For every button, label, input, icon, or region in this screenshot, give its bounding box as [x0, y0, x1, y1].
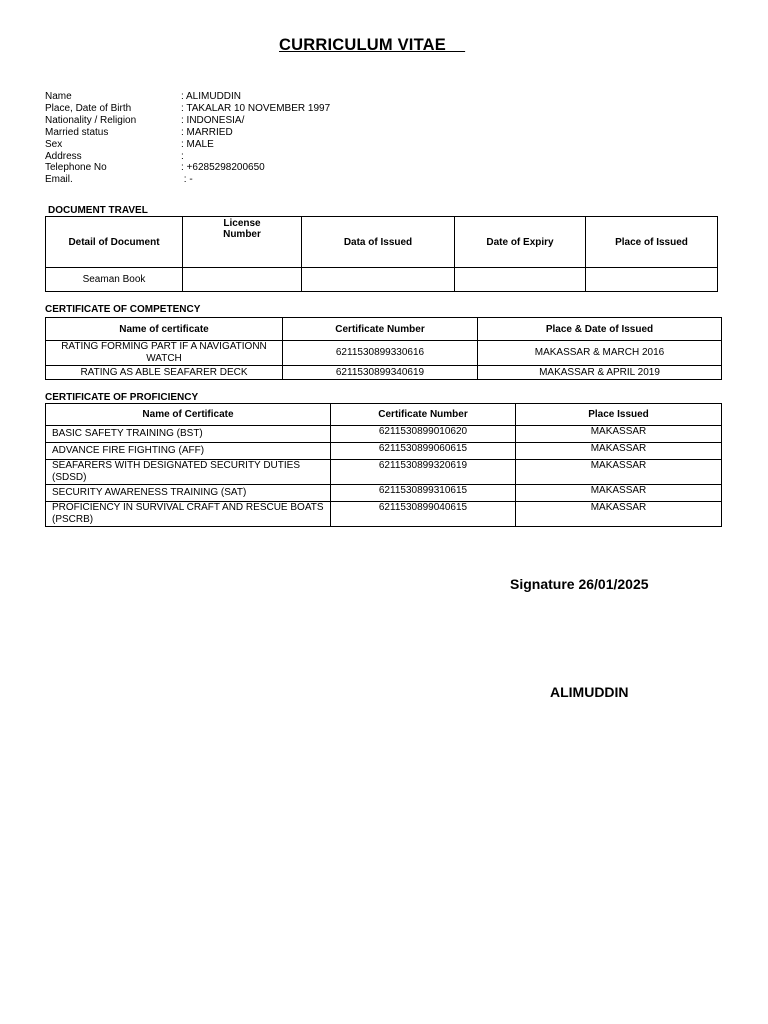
personal-label: Sex: [45, 138, 63, 150]
column-header: Place of Issued: [586, 217, 718, 268]
page-title: CURRICULUM VITAE: [279, 36, 466, 54]
table-cell: 6211530899060615: [331, 443, 516, 460]
personal-value: : ALIMUDDIN: [181, 91, 242, 102]
table-cell: [302, 268, 455, 292]
personal-label: Name: [45, 91, 72, 102]
column-header: Certificate Number: [331, 404, 516, 426]
personal-value: : MARRIED: [181, 126, 233, 138]
table-header-row: [46, 217, 718, 268]
personal-label: Married status: [45, 126, 109, 138]
personal-row-name: [45, 91, 330, 103]
table-cell: 6211530899310615: [331, 485, 516, 502]
license-header-line2: Number: [223, 229, 261, 240]
table-cell: MAKASSAR & MARCH 2016: [478, 341, 722, 366]
column-header: [183, 217, 302, 268]
personal-value: : -: [181, 174, 193, 186]
table-row: [46, 502, 722, 527]
personal-row-telephone: [45, 162, 330, 174]
personal-label: Address: [45, 150, 82, 162]
table-row: [46, 485, 722, 502]
table-cell: SECURITY AWARENESS TRAINING (SAT): [46, 485, 331, 502]
table-row: [46, 426, 722, 443]
personal-value: : TAKALAR 10 NOVEMBER 1997: [181, 102, 331, 114]
table-row: [46, 268, 718, 292]
document-travel-title: DOCUMENT TRAVEL: [48, 205, 148, 216]
table-header-row: [46, 404, 722, 426]
personal-label: Email.: [45, 174, 73, 186]
proficiency-title: CERTIFICATE OF PROFICIENCY: [45, 392, 199, 403]
column-header: Place & Date of Issued: [478, 318, 722, 341]
column-header: Name of Certificate: [46, 404, 331, 426]
table-cell: Seaman Book: [46, 268, 183, 292]
personal-value: : INDONESIA/: [181, 114, 245, 126]
document-travel-table: [45, 216, 718, 292]
table-cell: [455, 268, 586, 292]
table-row: [46, 366, 722, 380]
personal-label: Place, Date of Birth: [45, 102, 132, 114]
table-cell: 6211530899040615: [331, 502, 516, 527]
table-cell: BASIC SAFETY TRAINING (BST): [46, 426, 331, 443]
signature-date: Signature 26/01/2025: [510, 576, 649, 592]
table-cell: ADVANCE FIRE FIGHTING (AFF): [46, 443, 331, 460]
license-header-line1: License: [223, 218, 261, 229]
table-cell: 6211530899320619: [331, 460, 516, 485]
table-header-row: [46, 318, 722, 341]
personal-label: Nationality / Religion: [45, 114, 137, 126]
personal-row-nationality: [45, 115, 330, 127]
competency-title: CERTIFICATE OF COMPETENCY: [45, 304, 201, 315]
table-cell: 6211530899340619: [283, 366, 478, 380]
column-header: Detail of Document: [46, 217, 183, 268]
table-cell: 6211530899330616: [283, 341, 478, 366]
table-cell: MAKASSAR: [516, 502, 722, 527]
column-header: Date of Expiry: [455, 217, 586, 268]
table-cell: RATING FORMING PART IF A NAVIGATIONN WATCH: [46, 341, 283, 366]
table-cell: PROFICIENCY IN SURVIVAL CRAFT AND RESCUE BOATS (PSCRB): [46, 502, 331, 527]
table-row: [46, 341, 722, 366]
table-cell: SEAFARERS WITH DESIGNATED SECURITY DUTIES (SDSD): [46, 460, 331, 485]
table-cell: [183, 268, 302, 292]
personal-details: [45, 91, 330, 186]
personal-value: : +6285298200650: [181, 162, 265, 174]
personal-label: Telephone No: [45, 162, 107, 174]
table-cell: 6211530899010620: [331, 426, 516, 443]
table-cell: MAKASSAR: [516, 460, 722, 485]
personal-row-email: [45, 174, 330, 186]
table-cell: [586, 268, 718, 292]
competency-table: [45, 317, 722, 380]
column-header: Place Issued: [516, 404, 722, 426]
personal-row-address: [45, 151, 330, 163]
table-cell: MAKASSAR: [516, 443, 722, 460]
table-cell: MAKASSAR & APRIL 2019: [478, 366, 722, 380]
column-header: Certificate Number: [283, 318, 478, 341]
column-header: Data of Issued: [302, 217, 455, 268]
signer-name: ALIMUDDIN: [550, 684, 629, 700]
table-cell: MAKASSAR: [516, 485, 722, 502]
column-header: Name of certificate: [46, 318, 283, 341]
table-cell: MAKASSAR: [516, 426, 722, 443]
personal-value: :: [181, 150, 184, 162]
table-row: [46, 460, 722, 485]
personal-row-birth: [45, 103, 330, 115]
table-row: [46, 443, 722, 460]
personal-row-sex: [45, 139, 330, 151]
table-cell: RATING AS ABLE SEAFARER DECK: [46, 366, 283, 380]
personal-row-married: [45, 127, 330, 139]
proficiency-table: [45, 403, 722, 527]
personal-value: : MALE: [181, 138, 214, 150]
